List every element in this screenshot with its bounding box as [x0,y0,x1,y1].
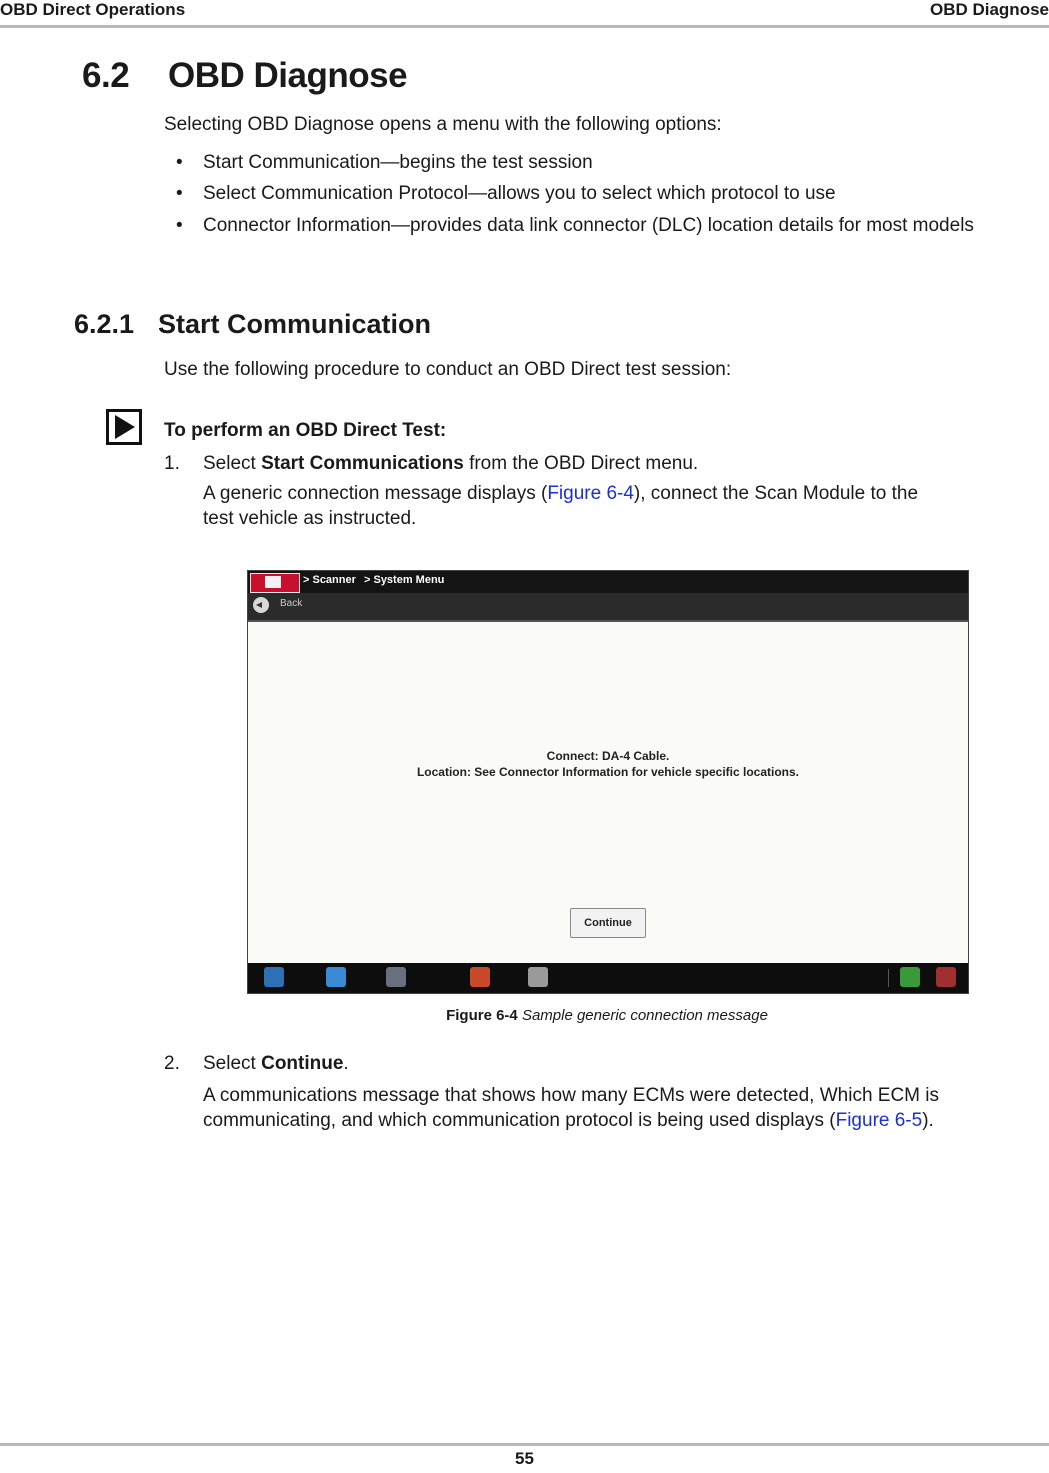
step-detail-text: ), connect the Scan Module to the [633,483,919,504]
step-detail-line2: test vehicle as instructed. [203,508,417,529]
step-text-post: from the OBD Direct menu. [463,453,699,474]
section-number: 6.2 [82,56,130,95]
step-detail-text: ). [922,1110,934,1131]
step-number: 1. [164,453,180,474]
battery-icon[interactable] [900,967,920,987]
footer-rule [0,1443,1049,1446]
breadcrumb-system-menu[interactable]: > System Menu [364,574,445,586]
bullet-icon: • [176,215,183,236]
section-intro: Selecting OBD Diagnose opens a menu with the following options: [164,114,722,135]
step-detail [203,481,918,507]
step-text-bold: Continue [261,1053,344,1074]
subsection-title: Start Communication [158,309,432,339]
step-detail-text: A generic connection message displays ( [203,483,548,504]
step-detail-text: communicating, and which communication protocol is being used displays ( [203,1110,836,1131]
continue-button[interactable]: Continue [570,908,646,938]
bullet-icon: • [176,183,183,204]
page-number: 55 [515,1449,534,1468]
figure-screenshot [247,570,969,994]
toolbar [248,593,968,622]
list-icon[interactable] [326,967,346,987]
subsection-heading [74,309,431,340]
step-text-pre: Select [203,453,262,474]
tools-settings-icon[interactable] [936,967,956,987]
figure-link[interactable]: Figure 6-4 [547,483,634,504]
caption-text: Sample generic connection message [521,1007,768,1024]
running-header-left: OBD Direct Operations [0,0,186,19]
running-header-right: OBD Diagnose [929,0,1049,19]
step-detail-line1: A communications message that shows how many ECMs were detected, Which ECM is [203,1085,940,1106]
people-icon[interactable] [470,967,490,987]
tools-icon[interactable] [386,967,406,987]
title-bar [248,571,968,593]
step-text-bold: Start Communications [261,453,464,474]
home-icon[interactable] [264,967,284,987]
back-arrow-icon[interactable] [253,597,269,613]
step-text [203,1051,349,1077]
procedure-title: To perform an OBD Direct Test: [164,420,447,441]
bullet-item: Connector Information—provides data link connector (DLC) location details for most models [203,215,974,236]
step-number: 2. [164,1053,180,1074]
bullet-item: Select Communication Protocol—allows you to select which protocol to use [203,183,836,204]
subsection-intro: Use the following procedure to conduct an OBD Direct test session: [164,359,732,380]
figure-link[interactable]: Figure 6-5 [835,1110,923,1131]
toolbar-divider [888,969,889,987]
step-detail [203,1108,934,1134]
header-rule [0,25,1049,28]
subsection-number: 6.2.1 [74,309,135,339]
step-text-pre: Select [203,1053,262,1074]
caption-label: Figure 6-4 [446,1007,518,1024]
section-title: OBD Diagnose [168,56,408,95]
bottom-toolbar [248,963,968,993]
figure-caption [247,1007,967,1024]
procedure-arrow-icon [106,409,142,445]
printer-icon[interactable] [528,967,548,987]
bullet-icon: • [176,152,183,173]
bullet-item: Start Communication—begins the test session [203,152,593,173]
connect-message: Connect: DA-4 Cable. [546,749,670,763]
section-heading [82,56,407,96]
step-text [203,451,698,477]
step-text-post: . [343,1053,349,1074]
breadcrumb-scanner[interactable]: > Scanner [303,574,356,586]
logo [250,573,300,593]
location-message: Location: See Connector Information for vehicle specific locations. [416,765,800,779]
back-button-label[interactable]: Back [280,598,303,609]
